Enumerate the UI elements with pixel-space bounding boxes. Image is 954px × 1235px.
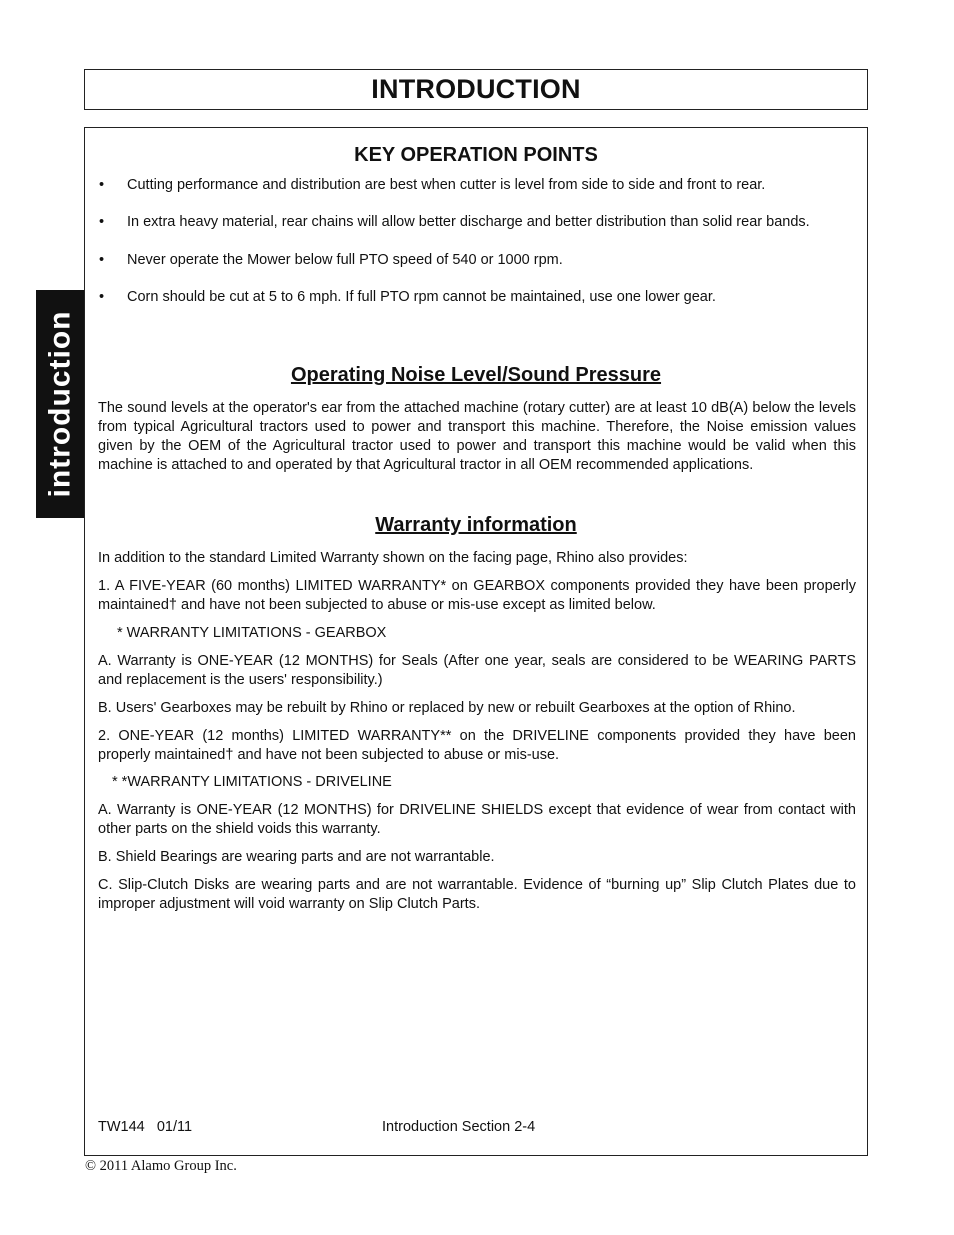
side-tab-label: introduction: [43, 310, 76, 498]
content-frame: [84, 127, 868, 1156]
page-section-label: Introduction Section 2-4: [382, 1119, 536, 1135]
document-id: TW144 01/11: [98, 1119, 193, 1135]
copyright-notice: © 2011 Alamo Group Inc.: [85, 1158, 237, 1174]
noise-paragraph: The sound levels at the operator's ear from the attached machine (rotary cutter) are at least 10 dB(A) below the levels from typical Agricultural tractors used to power and transport this machine. Therefore, the Noise emission values given by the OEM of the Agricultural tractor used to power and transport this machine would be valid when this machine is attached to and operated by that Agricultural tractor in all OEM recommended applications.: [98, 400, 856, 473]
warranty-item-gearbox: 1. A FIVE-YEAR (60 months) LIMITED WARRANTY* on GEARBOX components provided they have been properly maintained† and have not been subjected to abuse or mis-use except as limited below.: [98, 578, 856, 613]
section-side-tab: [36, 290, 84, 518]
driveline-limitation-b: B. Shield Bearings are wearing parts and are not warrantable.: [98, 849, 495, 865]
list-item: • Cutting performance and distribution are best when cutter is level from side to side and front to rear.: [99, 176, 859, 194]
warranty-item-driveline: 2. ONE-YEAR (12 months) LIMITED WARRANTY** on the DRIVELINE components provided they have been properly maintained† and have not been subjected to abuse or mis-use.: [98, 728, 856, 763]
warranty-heading: Warranty information: [375, 514, 577, 536]
page-title-box: [84, 69, 868, 110]
noise-level-heading: Operating Noise Level/Sound Pressure: [290, 364, 662, 386]
gearbox-limitation-b: B. Users' Gearboxes may be rebuilt by Rhino or replaced by new or rebuilt Gearboxes at the option of Rhino.: [98, 700, 796, 716]
driveline-limitations-label: * *WARRANTY LIMITATIONS - DRIVELINE: [112, 774, 392, 790]
driveline-limitation-c: C. Slip-Clutch Disks are wearing parts and are not warrantable. Evidence of “burning up” Slip Clutch Plates due to improper adjustment will void warranty on Slip Clutch Parts.: [98, 877, 856, 912]
gearbox-limitations-label: * WARRANTY LIMITATIONS - GEARBOX: [117, 625, 387, 641]
driveline-limitation-a: A. Warranty is ONE-YEAR (12 MONTHS) for DRIVELINE SHIELDS except that evidence of wear from contact with other parts on the shield voids this warranty.: [98, 802, 856, 837]
list-item: • In extra heavy material, rear chains will allow better discharge and better distribution than solid rear bands.: [99, 213, 859, 231]
warranty-intro: In addition to the standard Limited Warranty shown on the facing page, Rhino also provides:: [98, 550, 688, 566]
gearbox-limitation-a: A. Warranty is ONE-YEAR (12 MONTHS) for Seals (After one year, seals are considered to be WEARING PARTS and replacement is the users' responsibility.): [98, 653, 856, 688]
page-title: INTRODUCTION: [371, 74, 581, 104]
list-item: • Never operate the Mower below full PTO speed of 540 or 1000 rpm.: [99, 251, 859, 269]
key-operation-points-heading: KEY OPERATION POINTS: [354, 144, 598, 166]
list-item: • Corn should be cut at 5 to 6 mph. If full PTO rpm cannot be maintained, use one lower gear.: [99, 288, 859, 306]
